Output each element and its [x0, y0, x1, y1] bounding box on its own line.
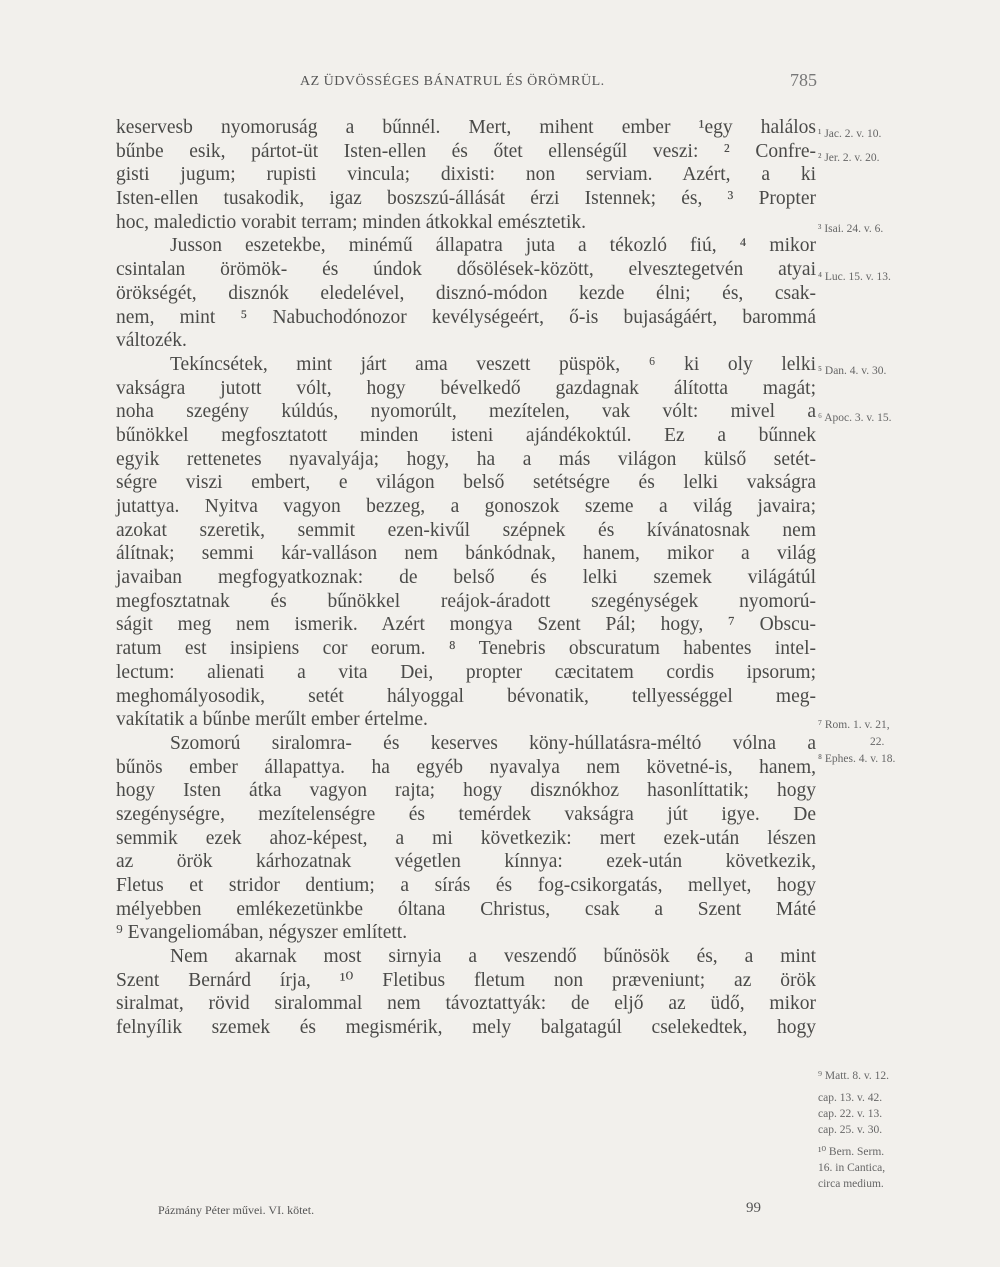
- marginal-note: ⁸ Ephes. 4. v. 18.: [818, 753, 896, 765]
- text-line: felnyílik szemek és megismérik, mely balgatagúl cselekedtek, hogy: [116, 1017, 816, 1039]
- text-line: semmik ezek ahoz-képest, a mi következik: mert ezek-után lészen: [116, 827, 816, 849]
- text-line: ságit meg nem ismerik. Azért mongya Szent Pál; hogy, ⁷ Obscu-: [116, 614, 816, 636]
- text-line: bűnökkel megfosztatott minden isteni ajándékoktúl. Ez a bűnnek: [116, 424, 816, 446]
- text-line: az örök kárhozatnak végetlen kínnya: ezek-után következik,: [116, 851, 816, 873]
- text-line: örökségét, disznók eledelével, disznó-módon kezde élni; és, csak-: [116, 282, 816, 304]
- text-line: vakságra jutott vólt, hogy bévelkedő gazdagnak álította magát;: [116, 377, 816, 399]
- marginal-note: ¹⁰ Bern. Serm.: [818, 1146, 885, 1158]
- signature-mark: 99: [746, 1200, 761, 1216]
- text-line: Isten-ellen tusakodik, igaz boszszú-állását érzi Istennek; és, ³ Propter: [116, 188, 816, 210]
- page-number: 785: [790, 70, 817, 90]
- text-line: hoc, maledictio vorabit terram; minden átkokkal emésztetik.: [116, 211, 587, 233]
- text-line: álítnak; semmi kár-valláson nem bánkódnak, hanem, mikor a világ: [116, 543, 816, 565]
- text-line: csintalan örömök- és úndok dősölések-között, elvesztegetvén atyai: [116, 259, 816, 281]
- body-text: [116, 116, 816, 1040]
- marginal-note: ⁷ Rom. 1. v. 21,: [818, 719, 890, 731]
- text-line: megfosztatnak és bűnökkel reájok-áradott szegénységek nyomorú-: [116, 590, 816, 612]
- marginal-note: cap. 25. v. 30.: [818, 1124, 883, 1136]
- text-line: bűnös ember állapattya. ha egyéb nyavalya nem követné-is, hanem,: [116, 756, 816, 778]
- marginal-note: ² Jer. 2. v. 20.: [818, 152, 880, 164]
- text-line: siralmat, rövid siralommal nem távoztattyák: de eljő az üdő, mikor: [116, 993, 816, 1015]
- text-line: Tekíncsétek, mint járt ama veszett püspök, ⁶ ki oly lelki: [170, 353, 816, 375]
- marginal-note: ³ Isai. 24. v. 6.: [818, 223, 884, 235]
- text-line: jutattya. Nyitva vagyon bezzeg, a gonoszok szeme a világ javaira;: [116, 496, 816, 517]
- marginal-note: ¹ Jac. 2. v. 10.: [818, 128, 882, 140]
- text-line: keservesb nyomoruság a bűnnél. Mert, mihent ember ¹egy halálos: [116, 117, 816, 138]
- text-line: nem, mint ⁵ Nabuchodónozor kevélységeért, ő-is bujaságáért, barommá: [116, 306, 816, 328]
- text-line: Fletus et stridor dentium; a sírás és fog-csikorgatás, mellyet, hogy: [116, 875, 816, 896]
- text-line: meghomályosodik, setét hályoggal bévonatik, tellyességgel meg-: [116, 685, 816, 707]
- marginal-note: ⁶ Apoc. 3. v. 15.: [818, 412, 892, 424]
- text-line: Szomorú siralomra- és keserves köny-húllatásra-méltó vólna a: [170, 732, 816, 754]
- marginal-note: 22.: [870, 736, 885, 748]
- marginal-note: ⁵ Dan. 4. v. 30.: [818, 365, 887, 377]
- text-line: szegénységre, mezítelenségre és temérdek vakságra jút igye. De: [116, 803, 816, 825]
- text-line: változék.: [116, 330, 187, 352]
- marginal-note: cap. 22. v. 13.: [818, 1108, 883, 1120]
- text-line: vakítatik a bűnbe merűlt ember értelme.: [116, 709, 428, 731]
- footer-edition: Pázmány Péter művei. VI. kötet.: [158, 1203, 315, 1217]
- marginal-note: ⁴ Luc. 15. v. 13.: [818, 271, 891, 283]
- text-line: ratum est insipiens cor eorum. ⁸ Tenebris obscuratum habentes intel-: [116, 638, 816, 660]
- text-line: Nem akarnak most sirnyia a veszendő bűnösök és, a mint: [170, 946, 816, 968]
- text-line: lectum: alienati a vita Dei, propter cæcitatem cordis ipsorum;: [116, 661, 816, 683]
- text-line: javaiban megfogyatkoznak: de belső és lelki szemek világátúl: [116, 567, 816, 589]
- marginal-note: circa medium.: [818, 1178, 884, 1190]
- text-line: mélyebben emlékezetünkbe óltana Christus, csak a Szent Máté: [116, 898, 816, 920]
- page-header: [0, 70, 1000, 98]
- running-title: AZ ÜDVÖSSÉGES BÁNATRUL ÉS ÖRÖMRÜL.: [300, 74, 605, 89]
- text-line: gisti jugum; rupisti vincula; dixisti: non serviam. Azért, a ki: [116, 164, 816, 186]
- text-line: azokat szeretik, semmit ezen-kivűl szépnek és kívánatosnak nem: [116, 519, 816, 541]
- text-line: Szent Bernárd írja, ¹⁰ Fletibus fletum non præveniunt; az örök: [116, 969, 816, 991]
- marginal-note: ⁹ Matt. 8. v. 12.: [818, 1070, 889, 1082]
- text-line: bűnbe esik, pártot-üt Isten-ellen és őtet ellenségűl veszi: ² Confre-: [116, 140, 816, 162]
- text-line: egyik rettenetes nyavalyája; hogy, ha a más világon külső setét-: [116, 448, 816, 470]
- text-line: ⁹ Evangeliomában, négyszer említett.: [116, 922, 408, 944]
- marginal-note: cap. 13. v. 42.: [818, 1092, 883, 1104]
- marginal-note: 16. in Cantica,: [818, 1162, 886, 1174]
- text-line: noha szegény kúldús, nyomorúlt, mezítelen, vak vólt: mivel a: [116, 401, 816, 423]
- text-line: ségre viszi embert, e világon belső setétségre és lelki vakságra: [116, 472, 816, 494]
- text-line: Jusson eszetekbe, minémű állapatra juta a tékozló fiú, ⁴ mikor: [170, 235, 816, 257]
- text-line: hogy Isten átka vagyon rajta; hogy disznókhoz hasonlíttatik; hogy: [116, 780, 816, 802]
